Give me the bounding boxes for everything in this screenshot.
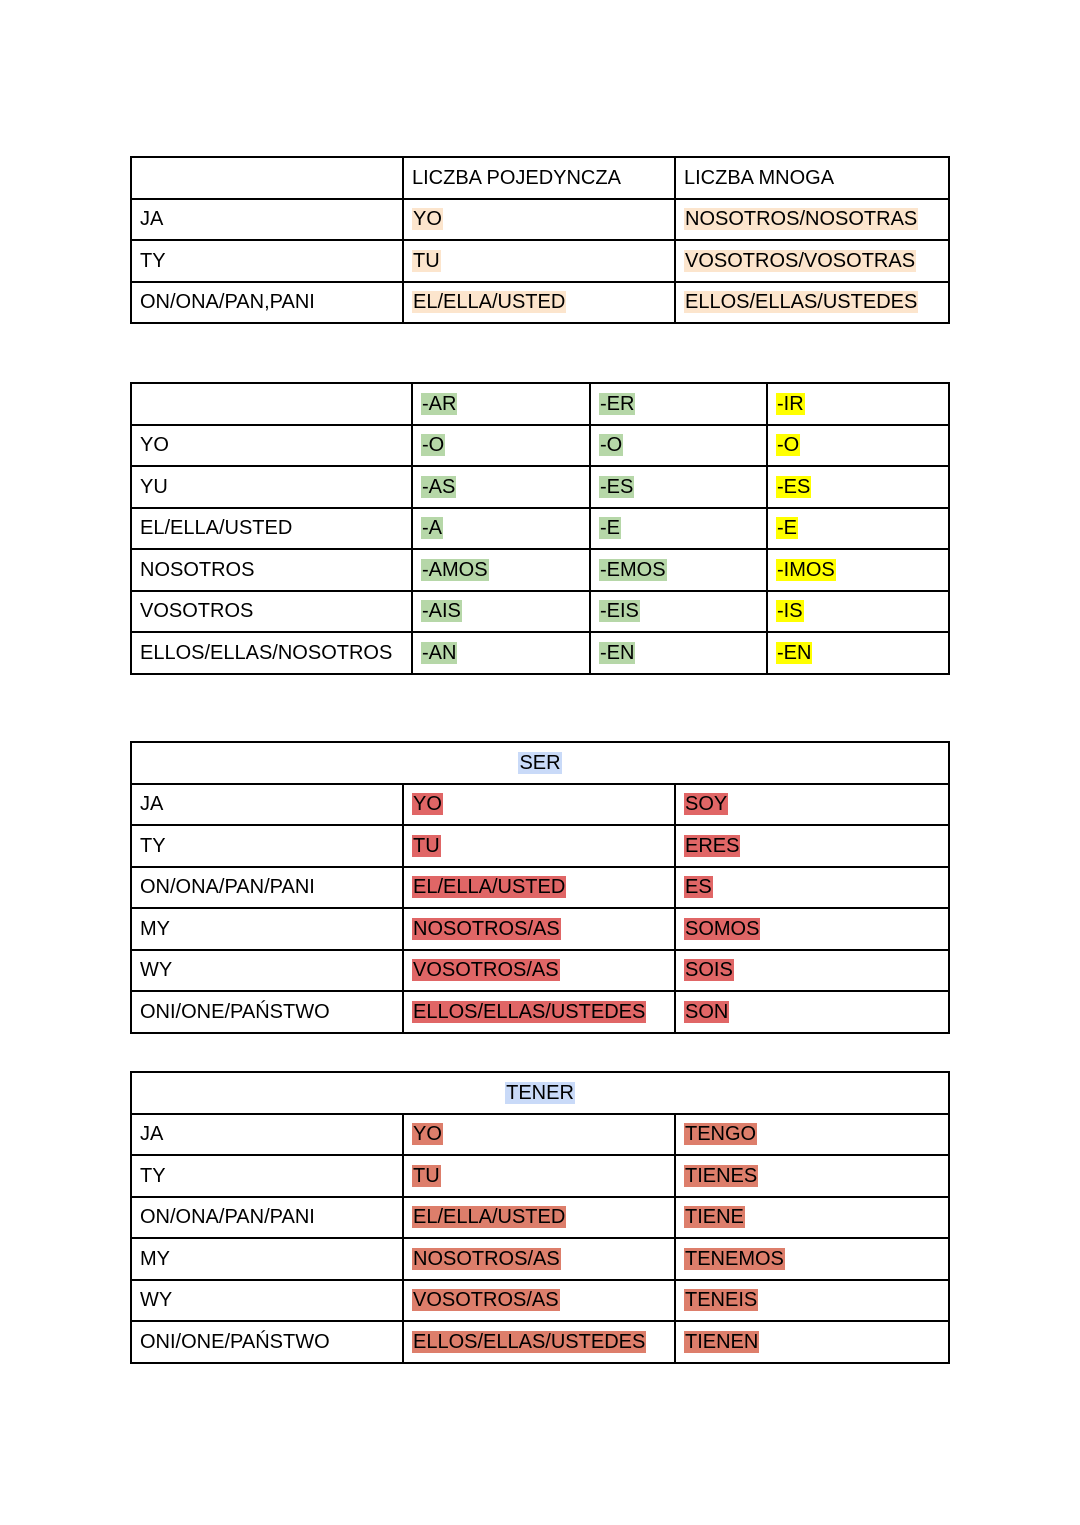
table-row xyxy=(131,1321,949,1363)
table-cell: TY xyxy=(131,825,403,867)
table-cell: ELLOS/ELLAS/NOSOTROS xyxy=(131,632,412,674)
table-cell xyxy=(412,591,590,633)
table-cell xyxy=(675,282,949,324)
table-row xyxy=(131,1238,949,1280)
highlighted-text: -O xyxy=(777,434,800,457)
highlighted-text: -EIS xyxy=(600,600,639,623)
table-title: TENER xyxy=(506,1081,574,1104)
table-cell xyxy=(403,1238,675,1280)
table-row xyxy=(131,508,949,550)
highlighted-text: -E xyxy=(777,517,797,540)
table-cell xyxy=(675,867,949,909)
table-cell xyxy=(675,908,949,950)
header-cell xyxy=(412,383,590,425)
table-row xyxy=(131,950,949,992)
table-cell xyxy=(412,632,590,674)
table-cell xyxy=(403,199,675,241)
highlighted-text: ELLOS/ELLAS/USTEDES xyxy=(413,1000,646,1023)
highlighted-text: -O xyxy=(600,434,623,457)
highlighted-text: YO xyxy=(413,1123,442,1146)
table-cell xyxy=(675,1238,949,1280)
highlighted-text: SOMOS xyxy=(685,917,760,940)
table-row xyxy=(131,908,949,950)
table-row xyxy=(131,157,949,199)
ser-conjugation-table xyxy=(130,741,950,1034)
table-cell xyxy=(767,425,949,467)
highlighted-text: SOY xyxy=(685,793,728,816)
table-cell xyxy=(675,950,949,992)
table-cell: JA xyxy=(131,199,403,241)
table-cell xyxy=(412,466,590,508)
table-cell xyxy=(403,1280,675,1322)
table-cell xyxy=(403,784,675,826)
table-cell: ON/ONA/PAN/PANI xyxy=(131,867,403,909)
table-cell xyxy=(590,466,767,508)
table-row xyxy=(131,240,949,282)
table-cell xyxy=(675,1280,949,1322)
table-cell xyxy=(767,508,949,550)
highlighted-text: ES xyxy=(685,876,712,899)
table-cell: WY xyxy=(131,950,403,992)
table-cell xyxy=(403,867,675,909)
table-cell xyxy=(675,784,949,826)
tener-conjugation-table xyxy=(130,1071,950,1364)
highlighted-text: VOSOTROS/AS xyxy=(413,959,559,982)
table-cell xyxy=(590,425,767,467)
highlighted-text: TENGO xyxy=(685,1123,757,1146)
table-cell xyxy=(412,425,590,467)
table-cell xyxy=(675,199,949,241)
header-cell: LICZBA MNOGA xyxy=(675,157,949,199)
table-row xyxy=(131,549,949,591)
table-cell xyxy=(675,825,949,867)
table-cell: EL/ELLA/USTED xyxy=(131,508,412,550)
table-cell xyxy=(675,1155,949,1197)
table-cell: ON/ONA/PAN/PANI xyxy=(131,1197,403,1239)
table-cell xyxy=(590,508,767,550)
highlighted-text: -ER xyxy=(600,392,635,415)
highlighted-text: VOSOTROS/VOSOTRAS xyxy=(685,249,916,272)
highlighted-text: -AN xyxy=(422,641,457,664)
table-row xyxy=(131,425,949,467)
highlighted-text: NOSOTROS/AS xyxy=(413,917,560,940)
table-cell xyxy=(403,1321,675,1363)
highlighted-text: TIENES xyxy=(685,1164,758,1187)
highlighted-text: -EN xyxy=(777,641,812,664)
highlighted-text: -ES xyxy=(600,475,634,498)
highlighted-text: YO xyxy=(413,793,442,816)
highlighted-text: -E xyxy=(600,517,620,540)
table-row xyxy=(131,591,949,633)
table-cell: YO xyxy=(131,425,412,467)
highlighted-text: -AMOS xyxy=(422,558,488,581)
highlighted-text: -AIS xyxy=(422,600,461,623)
table-cell xyxy=(403,825,675,867)
highlighted-text: ELLOS/ELLAS/USTEDES xyxy=(413,1330,646,1353)
table-row xyxy=(131,199,949,241)
highlighted-text: -ES xyxy=(777,475,811,498)
table-cell xyxy=(412,549,590,591)
highlighted-text: -EN xyxy=(600,641,635,664)
highlighted-text: TENEIS xyxy=(685,1289,758,1312)
highlighted-text: -EMOS xyxy=(600,558,666,581)
highlighted-text: -IS xyxy=(777,600,803,623)
table-cell xyxy=(403,1114,675,1156)
table-cell xyxy=(403,240,675,282)
table-row xyxy=(131,1072,949,1114)
table-cell xyxy=(403,991,675,1033)
highlighted-text: SOIS xyxy=(685,959,733,982)
table-row xyxy=(131,1155,949,1197)
table-cell: MY xyxy=(131,1238,403,1280)
highlighted-text: EL/ELLA/USTED xyxy=(413,291,566,314)
table-row xyxy=(131,784,949,826)
highlighted-text: NOSOTROS/NOSOTRAS xyxy=(685,208,918,231)
table-title-cell xyxy=(131,1072,949,1114)
table-cell: JA xyxy=(131,784,403,826)
table-row xyxy=(131,1197,949,1239)
table-cell xyxy=(590,632,767,674)
table-cell: VOSOTROS xyxy=(131,591,412,633)
table-row xyxy=(131,1280,949,1322)
table-cell xyxy=(767,549,949,591)
table-cell xyxy=(403,1197,675,1239)
highlighted-text: TU xyxy=(413,834,440,857)
table-row xyxy=(131,742,949,784)
table-row xyxy=(131,466,949,508)
table-cell: ONI/ONE/PAŃSTWO xyxy=(131,991,403,1033)
table-cell: YU xyxy=(131,466,412,508)
highlighted-text: VOSOTROS/AS xyxy=(413,1289,559,1312)
highlighted-text: -O xyxy=(422,434,445,457)
table-cell: TY xyxy=(131,240,403,282)
table-cell: WY xyxy=(131,1280,403,1322)
table-row xyxy=(131,991,949,1033)
highlighted-text: ELLOS/ELLAS/USTEDES xyxy=(685,291,918,314)
table-title: SER xyxy=(519,751,561,774)
highlighted-text: -IR xyxy=(777,392,804,415)
header-cell xyxy=(131,157,403,199)
table-cell: TY xyxy=(131,1155,403,1197)
table-row xyxy=(131,282,949,324)
verb-endings-table xyxy=(130,382,950,675)
pronouns-table xyxy=(130,156,950,324)
table-cell: JA xyxy=(131,1114,403,1156)
table-cell: NOSOTROS xyxy=(131,549,412,591)
highlighted-text: TIENE xyxy=(685,1206,744,1229)
header-cell xyxy=(590,383,767,425)
table-cell xyxy=(767,466,949,508)
table-cell xyxy=(767,591,949,633)
table-cell xyxy=(403,282,675,324)
header-cell: LICZBA POJEDYNCZA xyxy=(403,157,675,199)
table-cell xyxy=(590,549,767,591)
table-cell xyxy=(675,1197,949,1239)
highlighted-text: ERES xyxy=(685,834,740,857)
highlighted-text: EL/ELLA/USTED xyxy=(413,876,566,899)
table-cell: MY xyxy=(131,908,403,950)
table-cell: ON/ONA/PAN,PANI xyxy=(131,282,403,324)
table-cell xyxy=(403,950,675,992)
highlighted-text: TENEMOS xyxy=(685,1247,784,1270)
table-cell xyxy=(403,908,675,950)
highlighted-text: SON xyxy=(685,1000,729,1023)
table-cell xyxy=(675,240,949,282)
header-cell xyxy=(131,383,412,425)
highlighted-text: -IMOS xyxy=(777,558,835,581)
header-cell xyxy=(767,383,949,425)
table-cell xyxy=(412,508,590,550)
table-cell xyxy=(675,1114,949,1156)
highlighted-text: EL/ELLA/USTED xyxy=(413,1206,566,1229)
table-row xyxy=(131,825,949,867)
table-cell xyxy=(675,1321,949,1363)
highlighted-text: -A xyxy=(422,517,442,540)
table-cell xyxy=(767,632,949,674)
highlighted-text: TU xyxy=(413,1164,440,1187)
table-title-cell xyxy=(131,742,949,784)
table-row xyxy=(131,1114,949,1156)
highlighted-text: NOSOTROS/AS xyxy=(413,1247,560,1270)
table-row xyxy=(131,632,949,674)
highlighted-text: TU xyxy=(413,249,440,272)
highlighted-text: -AR xyxy=(422,392,457,415)
table-cell xyxy=(675,991,949,1033)
table-cell: ONI/ONE/PAŃSTWO xyxy=(131,1321,403,1363)
table-row xyxy=(131,383,949,425)
highlighted-text: TIENEN xyxy=(685,1330,759,1353)
highlighted-text: YO xyxy=(413,208,442,231)
highlighted-text: -AS xyxy=(422,475,456,498)
table-cell xyxy=(590,591,767,633)
table-row xyxy=(131,867,949,909)
table-cell xyxy=(403,1155,675,1197)
